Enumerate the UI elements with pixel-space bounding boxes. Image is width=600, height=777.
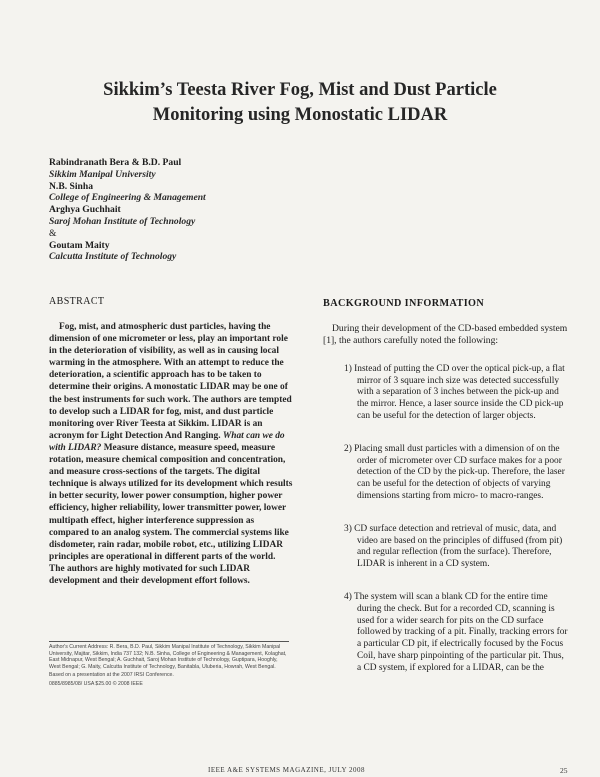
page-number: 25 [560,766,568,775]
observation-list [323,364,570,675]
author-block [49,157,349,263]
abstract-text-after: Measure distance, measure speed, measure rotation, measure chemical composition and concentration, and measure cross-sections of the targets. The digital technique is always utilized for its development which results in better security, lower power consumption, higher power efficiency, higher reliability, lower transmitter power, lower multipath effect, higher interference suppression as compared to an analog system. The commercial systems like disdometer, rain radar, mobile robot, etc., utilizing LIDAR principles are operational in different parts of the world. The authors are highly motivated for such LIDAR development and their development effort follows. [49,442,293,586]
abstract-heading: ABSTRACT [49,296,105,307]
list-item: 3) CD surface detection and retrieval of music, data, and video are based on the principles of diffused (from pit) and regular reflection (from the surface). Therefore, LIDAR is inherent in a CD system. [344,523,563,570]
right-column [323,298,570,696]
abstract-question: What can we do with LIDAR? [49,430,285,453]
affiliation-line: College of Engineering & Management [49,192,206,204]
title-line-1: Sikkim’s Teesta River Fog, Mist and Dust Particle [103,80,497,100]
abstract-paragraph [49,321,293,587]
background-heading: BACKGROUND INFORMATION [323,298,485,309]
author-line: N.B. Sinha [49,180,93,192]
footnote-address: Author's Current Address: R. Bera, B.D. Paul, Sikkim Manipal Institute of Technology, Sikkim Manipal University, Majitar, Sikkim, India 737 132; N.B. Sinha, College of Engineering & Management, Kolaghat, East Midnapur, West Bengal; A. Guchhait, Saroj Mohan Institute of Technology, Guptipara, Hooghly, West Bengal; G. Maity, Calcutta Institute of Technology, Banitabla, Uluberia, Howrah, West Bengal. [49,644,287,670]
abstract-text-before: Fog, mist, and atmospheric dust particles, having the dimension of one micrometer or less, play an important role in the deterioration of visibility, as well as in causing local warming in the atmosphere. With an attempt to reduce the deterioration, a scientific approach has to be taken to determine their origins. A monostatic LIDAR may be one of the best instruments for such work. The authors are tempted to develop such a LIDAR for fog, mist, and dust particle monitoring over River Teesta at Sikkim. LIDAR is an acronym for Light Detection And Ranging. [49,322,292,441]
paper-title [30,78,570,128]
affiliation-line: Calcutta Institute of Technology [49,251,177,263]
affiliation-line: Saroj Mohan Institute of Technology [49,215,196,227]
list-item: 2) Placing small dust particles with a dimension of on the order of micrometer over CD surface makes for a poor detection of the CD by the pick-up. Therefore, the laser can be useful for the detection of objects of varying dimensions starting from micro- to macro-ranges. [344,443,565,501]
list-item: 4) The system will scan a blank CD for the entire time during the check. But for a recorded CD, scanning is used for a wider search for pits on the CD surface followed by tracking of a pit. Finally, tracking errors for a particular CD pit, if electrically focused by the Focus Coil, have sharp pinpointing of the particular pit. Thus, a CD system, if explored for a LIDAR, can be the [344,591,568,673]
author-line: Rabindranath Bera & B.D. Paul [49,157,182,168]
left-column [49,296,293,587]
author-footnote [49,641,289,690]
author-line: Goutam Maity [49,239,110,251]
list-item: 1) Instead of putting the CD over the optical pick-up, a flat mirror of 3 square inch size was detected successfully with a separation of 3 inches between the pick-up and the mirror. Hence, a laser source inside the CD pick-up can be useful for the detection of larger objects. [344,363,565,421]
magazine-footer: IEEE A&E SYSTEMS MAGAZINE, JULY 2008 [208,766,366,774]
background-intro: During their development of the CD-based embedded system [1], the authors carefully noted the following: [323,323,568,347]
affiliation-line: Sikkim Manipal University [49,168,156,180]
footnote-presentation: Based on a presentation at the 2007 IRSI Conference. [49,672,174,679]
title-line-2: Monitoring using Monostatic LIDAR [152,105,448,125]
footnote-code: 0885/8985/08/ USA $25.00 © 2008 IEEE [49,680,143,687]
author-ampersand: & [49,227,57,239]
author-line: Arghya Guchhait [49,204,121,216]
